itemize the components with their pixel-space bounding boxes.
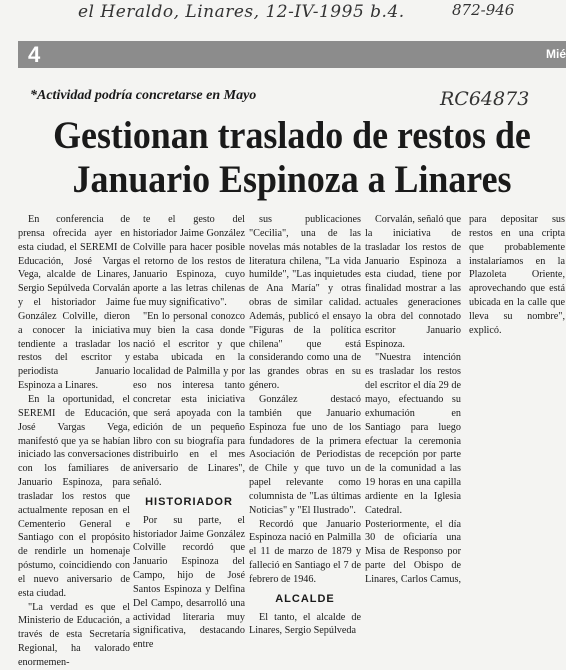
handwritten-code-side: RC64873	[440, 88, 530, 110]
article-column-1	[18, 213, 130, 668]
paragraph: Corvalán, señaló que la iniciativa de trasladar los restos de Januario Espinoza a esta ciudad, tiene por finalidad mostrar a las actuales generaciones la obra del connotado escritor Januario Espinoza.	[365, 214, 461, 350]
paragraph: te el gesto del historiador Jaime González Colville para hacer posible el retorno de los restos de Januario Espinoza, cuyo aporte a las letras chilenas fue muy significativo".	[133, 214, 245, 309]
paragraph: González destacó también que Januario Espinoza fue uno de los fundadores de la primera Asociación de Periodistas de Chile y que tuvo un papel relevante como columnista de "Las últimas Noticias" y "El Ilustrado".	[249, 393, 361, 516]
paragraph: Recordó que Januario Espinoza nació en Palmilla el 11 de marzo de 1879 y falleció en Santiago el 7 de febrero de 1946.	[249, 518, 361, 585]
handwritten-code-top: 872-946	[452, 1, 515, 19]
article-column-4	[365, 213, 565, 600]
paragraph: sus publicaciones "Cecilia", una de las novelas más notables de la literatura chilena, "La vida humilde", "Las inquietudes de Ana María" y otras obras de similar calidad. Además, publicó el ensayo "Figuras de la política chilena" que está considerando como una de las grandes obras en su género.	[249, 214, 361, 392]
article-column-2	[133, 213, 245, 651]
article-headline: Gestionan traslado de restos de Januario Espinoza a Linares	[53, 114, 531, 201]
paragraph: En la oportunidad, el SEREMI de Educación, José Vargas Vega, manifestó que ya se habían iniciado las conversaciones con los familiares de Januario Espinoza, para trasladar los restos que actualmente reposan en el Cementerio General e Santiago con el propósito de rendirle un homenaje póstumo, coincidiendo con el nuevo aniversario de esta ciudad.	[18, 393, 130, 599]
paragraph: "En lo personal conozco muy bien la casa donde nació el escritor y que estaba ubicada en la localidad de Palmilla y por eso nos interesa tanto concretar esta iniciativa que será apoyada con la edición de un pequeño libro con su biografía para distribuirlo en el mes aniversario de Linares", señaló.	[133, 310, 245, 489]
handwritten-header-note: el Heraldo, Linares, 12-IV-1995 b.4.	[78, 2, 405, 22]
article-kicker: *Actividad podría concretarse en Mayo	[30, 88, 257, 103]
paragraph: En conferencia de prensa ofrecida ayer en esta ciudad, el SEREMI de Educación, José Vargas Vega, alcalde de Linares, Sergio Sepúlveda Corvalán y el historiador Jaime González Colville, dieron a conocer la iniciativa tendiente a trasladar los restos del escritor y periodista Januario Espinoza a Linares.	[18, 214, 130, 392]
page-header-bar	[18, 41, 566, 68]
paragraph: "La verdad es que el Ministerio de Educación, a través de esta Secretaría Regional, ha valorado enormemen-	[18, 601, 130, 668]
subhead-alcalde: ALCALDE	[275, 592, 335, 605]
paragraph: Por su parte, el historiador Jaime González Colville recordó que Januario Espinoza del Campo, hijo de José Santos Espinoza y Delfina Del Campo, desarrolló una actividad literaria muy significativa, destacando entre	[133, 514, 245, 651]
article-column-3	[249, 213, 361, 637]
paragraph: El tanto, el alcalde de Linares, Sergio Sepúlveda	[249, 611, 361, 637]
page-number: 4	[28, 42, 41, 67]
subhead-historiador: HISTORIADOR	[145, 495, 233, 508]
paragraph: "Nuestra intención es trasladar los restos del escritor el día 29 de mayo, efectuando su exhumación en Santiago para luego efectuar la ceremonia de recepción por parte de la comunidad a las 19 horas en una capilla ardiente en la Iglesia Catedral. Posteriormente, el día 30 de oficiaría una Misa de Responso por parte del Obispo de Linares, Carlos Camus, para depositar sus restos en una cripta que probablemente instalaríamos en la Plazoleta Oriente, aprovechando que está ubicada en la calle que lleva su nombre", explicó.	[365, 214, 565, 585]
section-label: Mié	[545, 47, 566, 61]
